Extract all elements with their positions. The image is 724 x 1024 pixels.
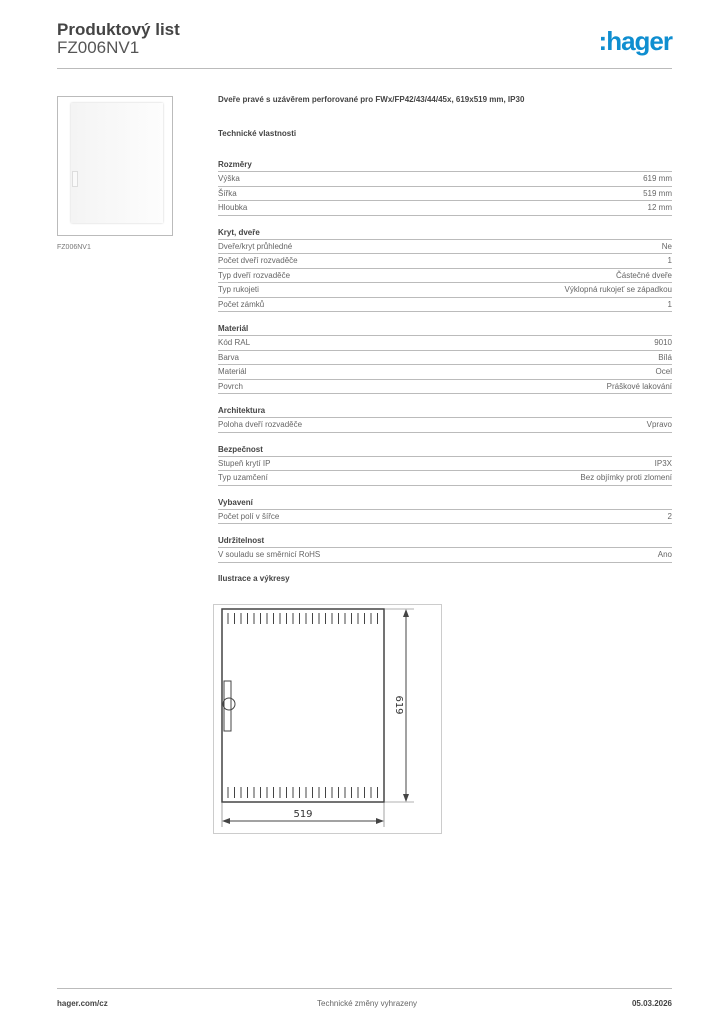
hager-logo: :hager	[598, 26, 672, 56]
spec-section	[218, 444, 672, 486]
technical-drawing	[213, 604, 442, 834]
spec-section	[218, 535, 672, 563]
spec-label: Počet zámků	[218, 299, 265, 309]
spec-row	[218, 548, 672, 563]
spec-row	[218, 510, 672, 525]
spec-row	[218, 269, 672, 284]
spec-value: Bílá	[658, 352, 672, 362]
spec-row	[218, 187, 672, 202]
spec-value: Výklopná rukojeť se západkou	[564, 285, 672, 294]
spec-section	[218, 405, 672, 433]
spec-label: V souladu se směrnicí RoHS	[218, 550, 321, 559]
spec-label: Materiál	[218, 367, 247, 376]
main-content	[218, 95, 672, 583]
spec-label: Typ dveří rozvaděče	[218, 270, 291, 280]
spec-value: Vpravo	[646, 420, 672, 429]
spec-value: Bez objímky proti zlomení	[580, 473, 672, 482]
spec-value: Práškové lakování	[606, 381, 672, 391]
spec-label: Šířka	[218, 188, 237, 198]
spec-row	[218, 172, 672, 187]
spec-section-title: Materiál	[218, 323, 672, 336]
spec-value: Částečné dveře	[615, 270, 672, 280]
spec-section	[218, 159, 672, 216]
spec-row	[218, 254, 672, 269]
spec-section-title: Kryt, dveře	[218, 227, 672, 240]
spec-section-title: Architektura	[218, 405, 672, 418]
spec-row	[218, 240, 672, 255]
spec-label: Poloha dveří rozvaděče	[218, 420, 303, 429]
spec-value: Ocel	[655, 367, 672, 376]
spec-section-title: Udržitelnost	[218, 535, 672, 548]
spec-value: 619 mm	[643, 174, 672, 183]
spec-row	[218, 365, 672, 380]
spec-row	[218, 201, 672, 216]
spec-row	[218, 457, 672, 472]
spec-row	[218, 380, 672, 395]
spec-label: Kód RAL	[218, 338, 251, 347]
tech-heading: Technické vlastnosti	[218, 129, 297, 138]
spec-label: Výška	[218, 174, 240, 183]
spec-value: 12 mm	[647, 203, 672, 212]
illustration-heading: Ilustrace a výkresy	[218, 573, 290, 583]
footer-date: 05.03.2026	[631, 999, 672, 1008]
spec-section	[218, 323, 672, 394]
spec-row	[218, 298, 672, 313]
spec-label: Typ uzamčení	[218, 473, 268, 482]
spec-row	[218, 351, 672, 366]
width-label: 519	[293, 809, 313, 820]
footer	[57, 988, 672, 1008]
product-description: Dveře pravé s uzávěrem perforované pro FWx/FP42/43/44/45x, 619x519 mm, IP30	[218, 95, 525, 104]
spec-value: 1	[667, 299, 672, 309]
height-label: 619	[393, 695, 404, 715]
spec-label: Povrch	[218, 381, 243, 391]
lock-icon	[223, 698, 235, 710]
spec-label: Typ rukojeti	[218, 285, 259, 294]
spec-row	[218, 283, 672, 298]
spec-value: 9010	[654, 338, 672, 347]
spec-value: Ne	[661, 241, 672, 251]
spec-section	[218, 227, 672, 313]
door-outline	[222, 609, 384, 802]
spec-value: 2	[667, 511, 672, 521]
spec-value: 1	[667, 256, 672, 265]
website-link[interactable]: hager.com/cz	[57, 999, 108, 1008]
spec-section-title: Rozměry	[218, 159, 672, 172]
spec-section	[218, 497, 672, 525]
page-title: Produktový list	[57, 20, 180, 39]
door-image	[71, 103, 163, 223]
door-drawing-svg	[214, 605, 441, 833]
spec-value: IP3X	[654, 458, 672, 468]
spec-value: Ano	[657, 550, 672, 559]
header-divider	[57, 68, 672, 69]
handle-outline	[224, 681, 231, 731]
spec-section-title: Vybavení	[218, 497, 672, 510]
spec-label: Hloubka	[218, 203, 248, 212]
spec-label: Stupeň krytí IP	[218, 458, 271, 468]
spec-value: 519 mm	[643, 188, 672, 198]
spec-sections	[218, 159, 672, 563]
spec-section-title: Bezpečnost	[218, 444, 672, 457]
spec-label: Dveře/kryt průhledné	[218, 241, 293, 251]
handle-image	[72, 171, 78, 187]
spec-row	[218, 418, 672, 433]
spec-label: Barva	[218, 352, 239, 362]
spec-label: Počet polí v šířce	[218, 511, 280, 521]
spec-row	[218, 471, 672, 486]
spec-row	[218, 336, 672, 351]
product-image-caption: FZ006NV1	[57, 244, 91, 251]
footer-note: Technické změny vyhrazeny	[317, 999, 418, 1008]
product-code: FZ006NV1	[57, 38, 140, 57]
spec-label: Počet dveří rozvaděče	[218, 256, 298, 265]
product-image	[57, 96, 173, 236]
